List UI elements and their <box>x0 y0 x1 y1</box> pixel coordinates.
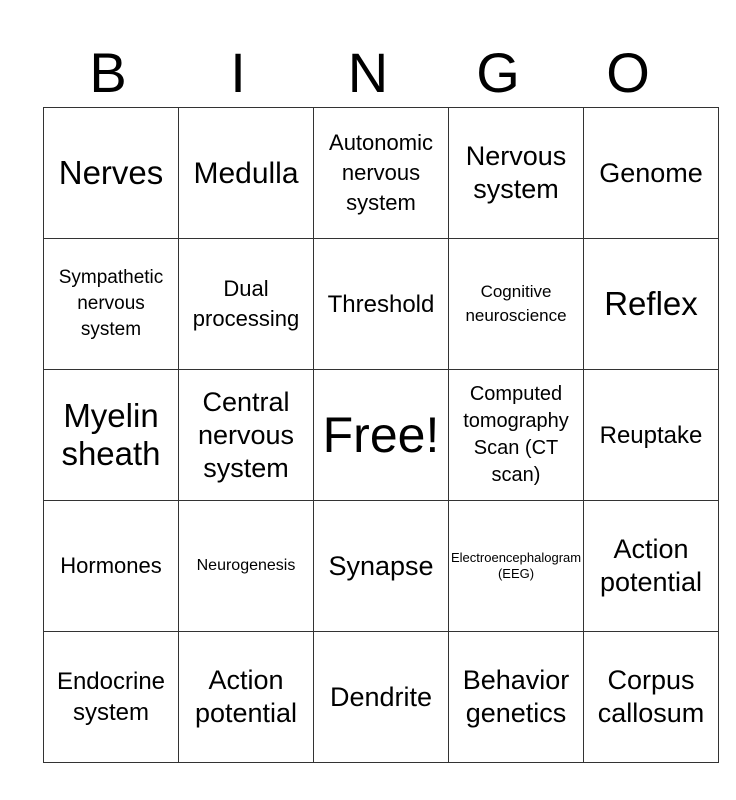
cell-text: Electroencephalogram (EEG) <box>451 550 582 581</box>
cell-text: Genome <box>599 157 703 188</box>
free-space: Free! <box>322 407 440 463</box>
cell-text: Sympathetic nervous system <box>58 267 164 340</box>
bingo-cell[interactable] <box>44 632 179 763</box>
cell-text: Corpus callosum <box>597 665 705 728</box>
bingo-cell[interactable] <box>44 370 179 501</box>
bingo-board <box>43 107 719 763</box>
board-row <box>44 632 719 763</box>
cell-text: Reuptake <box>599 421 703 449</box>
bingo-cell[interactable] <box>314 501 449 632</box>
bingo-cell[interactable] <box>179 501 314 632</box>
bingo-cell[interactable] <box>44 108 179 239</box>
cell-text: Myelin sheath <box>61 397 161 472</box>
cell-text: Nerves <box>58 154 164 191</box>
cell-text: Neurogenesis <box>196 557 296 574</box>
bingo-cell[interactable] <box>314 239 449 370</box>
bingo-cell[interactable] <box>449 370 584 501</box>
cell-text: Reflex <box>604 285 698 322</box>
bingo-cell[interactable] <box>44 239 179 370</box>
bingo-cell[interactable] <box>179 632 314 763</box>
bingo-cell[interactable] <box>179 370 314 501</box>
header-letter-n: N <box>347 41 389 104</box>
bingo-cell[interactable] <box>314 632 449 763</box>
bingo-cell[interactable] <box>584 108 719 239</box>
cell-text: Dendrite <box>329 681 433 712</box>
cell-text: Autonomic nervous system <box>329 130 433 215</box>
bingo-cell[interactable] <box>584 370 719 501</box>
cell-text: Behavior genetics <box>462 665 570 728</box>
cell-text: Cognitive neuroscience <box>465 282 567 325</box>
bingo-cell[interactable] <box>179 108 314 239</box>
cell-text: Action potential <box>599 534 703 597</box>
bingo-cell[interactable] <box>179 239 314 370</box>
bingo-cell[interactable] <box>44 501 179 632</box>
cell-text: Threshold <box>327 290 435 318</box>
cell-text: Central nervous system <box>197 386 295 483</box>
header-letter-g: G <box>476 41 520 104</box>
bingo-cell[interactable] <box>449 632 584 763</box>
bingo-cell[interactable] <box>584 632 719 763</box>
header-letter-i: I <box>230 41 246 104</box>
bingo-cell[interactable] <box>449 501 584 632</box>
bingo-cell[interactable] <box>584 501 719 632</box>
cell-text: Action potential <box>194 665 298 728</box>
cell-text: Nervous system <box>465 141 567 204</box>
bingo-cell[interactable] <box>314 370 449 501</box>
cell-text: Hormones <box>60 553 162 578</box>
cell-text: Medulla <box>193 156 299 190</box>
bingo-cell[interactable] <box>449 108 584 239</box>
header-letter-o: O <box>606 41 650 104</box>
board-row <box>44 501 719 632</box>
bingo-header <box>43 40 693 106</box>
bingo-cell[interactable] <box>449 239 584 370</box>
bingo-cell[interactable] <box>314 108 449 239</box>
cell-text: Endocrine system <box>56 668 166 726</box>
bingo-cell[interactable] <box>584 239 719 370</box>
cell-text: Synapse <box>328 550 434 581</box>
cell-text: Computed tomography Scan (CT scan) <box>463 383 569 486</box>
board-row <box>44 370 719 501</box>
header-letter-b: B <box>89 41 127 104</box>
cell-text: Dual processing <box>192 276 300 331</box>
board-row <box>44 239 719 370</box>
board-row <box>44 108 719 239</box>
